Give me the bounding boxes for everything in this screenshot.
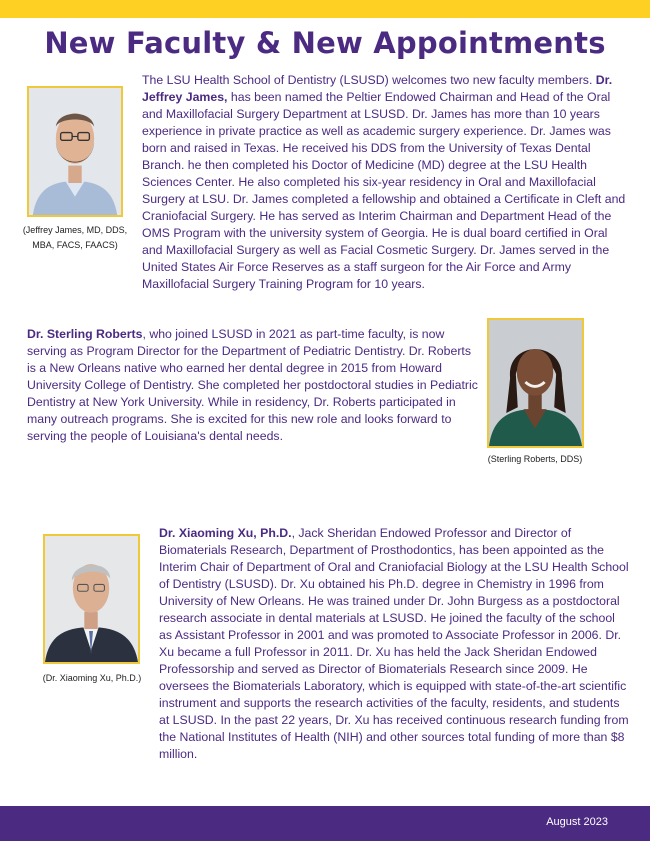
page-title: New Faculty & New Appointments (44, 26, 606, 60)
sterling-roberts-photo (487, 318, 584, 448)
sterling-roberts-text: , who joined LSUSD in 2021 as part-time faculty, is now serving as Program Director for the Department of Pediatric Dentistry. Dr. Roberts is a New Orleans native who earned her dental degree in 2015 from Howard University College of Dentistry. She completed her postdoctoral studies in Pediatric Dentistry at New York University. While in residency, Dr. Roberts participated in many outreach programs. She is excited for this new role and looks forward to serving the people of Louisiana's dental needs. (27, 327, 478, 443)
footer-bar (0, 806, 650, 841)
sterling-roberts-caption: (Sterling Roberts, DDS) (487, 454, 583, 464)
xiaoming-xu-text: , Jack Sheridan Endowed Professor and Director of Biomaterials Research, Department of Prosthodontics, has been appointed as the Interim Chair of Department of Oral and Craniofacial Biology at the LSU Health School of Dentistry (LSUSD). Dr. Xu obtained his Ph.D. degree in Chemistry in 1996 from University of New Orleans. He was trained under Dr. John Burgess as a postdoctoral research associate in dental materials at LSUSD. He joined the faculty of the school as Assistant Professor in 2001 and was promoted to Associate Professor in 2006. Dr. Xu became a full Professor in 2011. Dr. Xu has held the Jack Sheridan Endowed Professorship and served as Director of Biomaterials Research since 2009. He oversees the Biomaterials Laboratory, which is equipped with state-of-the-art scientific instrument and supports the research activities of the faculty, residents, and students at LSUSD. In the past 22 years, Dr. Xu has received continuous research funding from the National Institutes of Health (NIH) and other sources total funding of more than $8 million. (159, 526, 629, 761)
intro-text: The LSU Health School of Dentistry (LSUSD) welcomes two new faculty members. (142, 73, 596, 87)
xiaoming-xu-caption: (Dr. Xiaoming Xu, Ph.D.) (42, 673, 142, 683)
top-accent-bar (0, 0, 650, 18)
xiaoming-xu-name: Dr. Xiaoming Xu, Ph.D. (159, 526, 292, 540)
xiaoming-xu-photo (43, 534, 140, 664)
jeffrey-james-bio (142, 72, 628, 293)
jeffrey-james-caption: (Jeffrey James, MD, DDS, MBA, FACS, FAACS) (22, 225, 128, 250)
sterling-roberts-bio (27, 326, 482, 445)
footer-date: August 2023 (546, 816, 608, 828)
jeffrey-james-name: Dr. Jeffrey James, (142, 73, 613, 104)
xiaoming-xu-bio (159, 525, 629, 763)
jeffrey-james-text: has been named the Peltier Endowed Chairman and Head of the Oral and Maxillofacial Surgery Department at LSUSD. Dr. James has more than 10 years experience in private practice as well as academic surgery experience. Dr. James was born and raised in Texas. He received his DDS from the University of Texas Dental Branch. he then completed his Doctor of Medicine (MD) degree at the LSU Health Sciences Center. He also completed his six-year residency in Oral and Maxillofacial Surgery at LSU. Dr. James completed a fellowship and obtained a Certificate in Cleft and Craniofacial Surgery. He has served as Interim Chairman and Department Head of the OMS Program with the university system of Georgia. He is dual board certified in Oral and Maxillofacial Surgery as well as Facial Cosmetic Surgery. Dr. James served in the United States Air Force Reserves as a staff surgeon for the Air Force and Army Maxillofacial Surgery Training Program for 10 years. (142, 90, 626, 291)
sterling-roberts-name: Dr. Sterling Roberts (27, 327, 143, 341)
jeffrey-james-photo (27, 86, 123, 217)
